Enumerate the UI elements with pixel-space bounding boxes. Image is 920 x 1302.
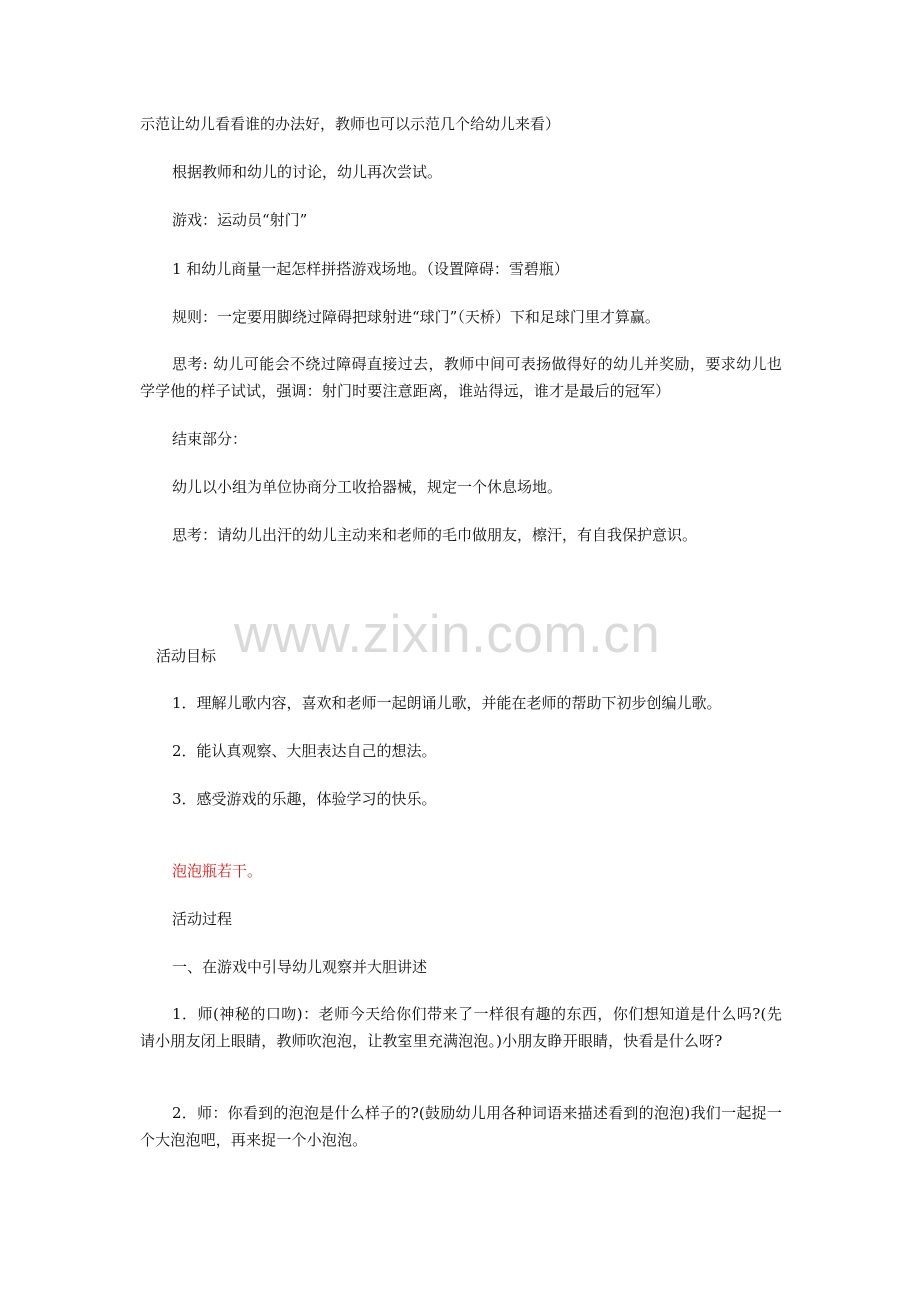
goal-item-1: 1．理解儿歌内容，喜欢和老师一起朗诵儿歌，并能在老师的帮助下初步创编儿歌。 <box>172 694 722 712</box>
goal-item-3: 3．感受游戏的乐趣，体验学习的快乐。 <box>172 790 437 808</box>
materials-red-text: 泡泡瓶若干。 <box>172 862 263 880</box>
section-heading-1: 一、在游戏中引导幼儿观察并大胆讲述 <box>172 958 428 976</box>
paragraph-rules: 规则：一定要用脚绕过障碍把球射进“球门”（天桥）下和足球门里才算赢。 <box>172 308 660 326</box>
paragraph-thinking-2: 思考：请幼儿出汗的幼儿主动来和老师的毛巾做朋友，檫汗，有自我保护意识。 <box>172 526 698 544</box>
paragraph-cleanup: 幼儿以小组为单位协商分工收拾器械，规定一个休息场地。 <box>172 478 563 496</box>
paragraph-game-title: 游戏：运动员“射门” <box>172 211 308 229</box>
paragraph-ending-heading: 结束部分： <box>172 430 248 448</box>
heading-activity-process: 活动过程 <box>172 910 233 928</box>
goal-item-2: 2．能认真观察、大胆表达自己的想法。 <box>172 742 437 760</box>
heading-activity-goals: 活动目标 <box>156 647 217 665</box>
paragraph-setup: 1 和幼儿商量一起怎样拼搭游戏场地。（设置障碍：雪碧瓶） <box>172 260 569 278</box>
paragraph-retry: 根据教师和幼儿的讨论，幼儿再次尝试。 <box>172 163 443 181</box>
process-step-1: 1．师(神秘的口吻)：老师今天给你们带来了一样很有趣的东西，你们想知道是什么吗?(先请小朋友闭上眼睛，教师吹泡泡，让教室里充满泡泡。)小朋友睁开眼睛，快看是什么呀? <box>140 1005 782 1050</box>
watermark-text: www.zixin.com.cn <box>234 605 661 664</box>
process-step-2: 2．师：你看到的泡泡是什么样子的?(鼓励幼儿用各种词语来描述看到的泡泡)我们一起捉一个大泡泡吧，再来捉一个小泡泡。 <box>140 1104 782 1149</box>
paragraph-thinking-1: 思考: 幼儿可能会不绕过障碍直接过去，教师中间可表扬做得好的幼儿并奖励，要求幼儿也学学他的样子试试，强调：射门时要注意距离，谁站得远，谁才是最后的冠军） <box>140 355 782 400</box>
paragraph-demo-note: 示范让幼儿看看谁的办法好，教师也可以示范几个给幼儿来看） <box>140 115 561 133</box>
